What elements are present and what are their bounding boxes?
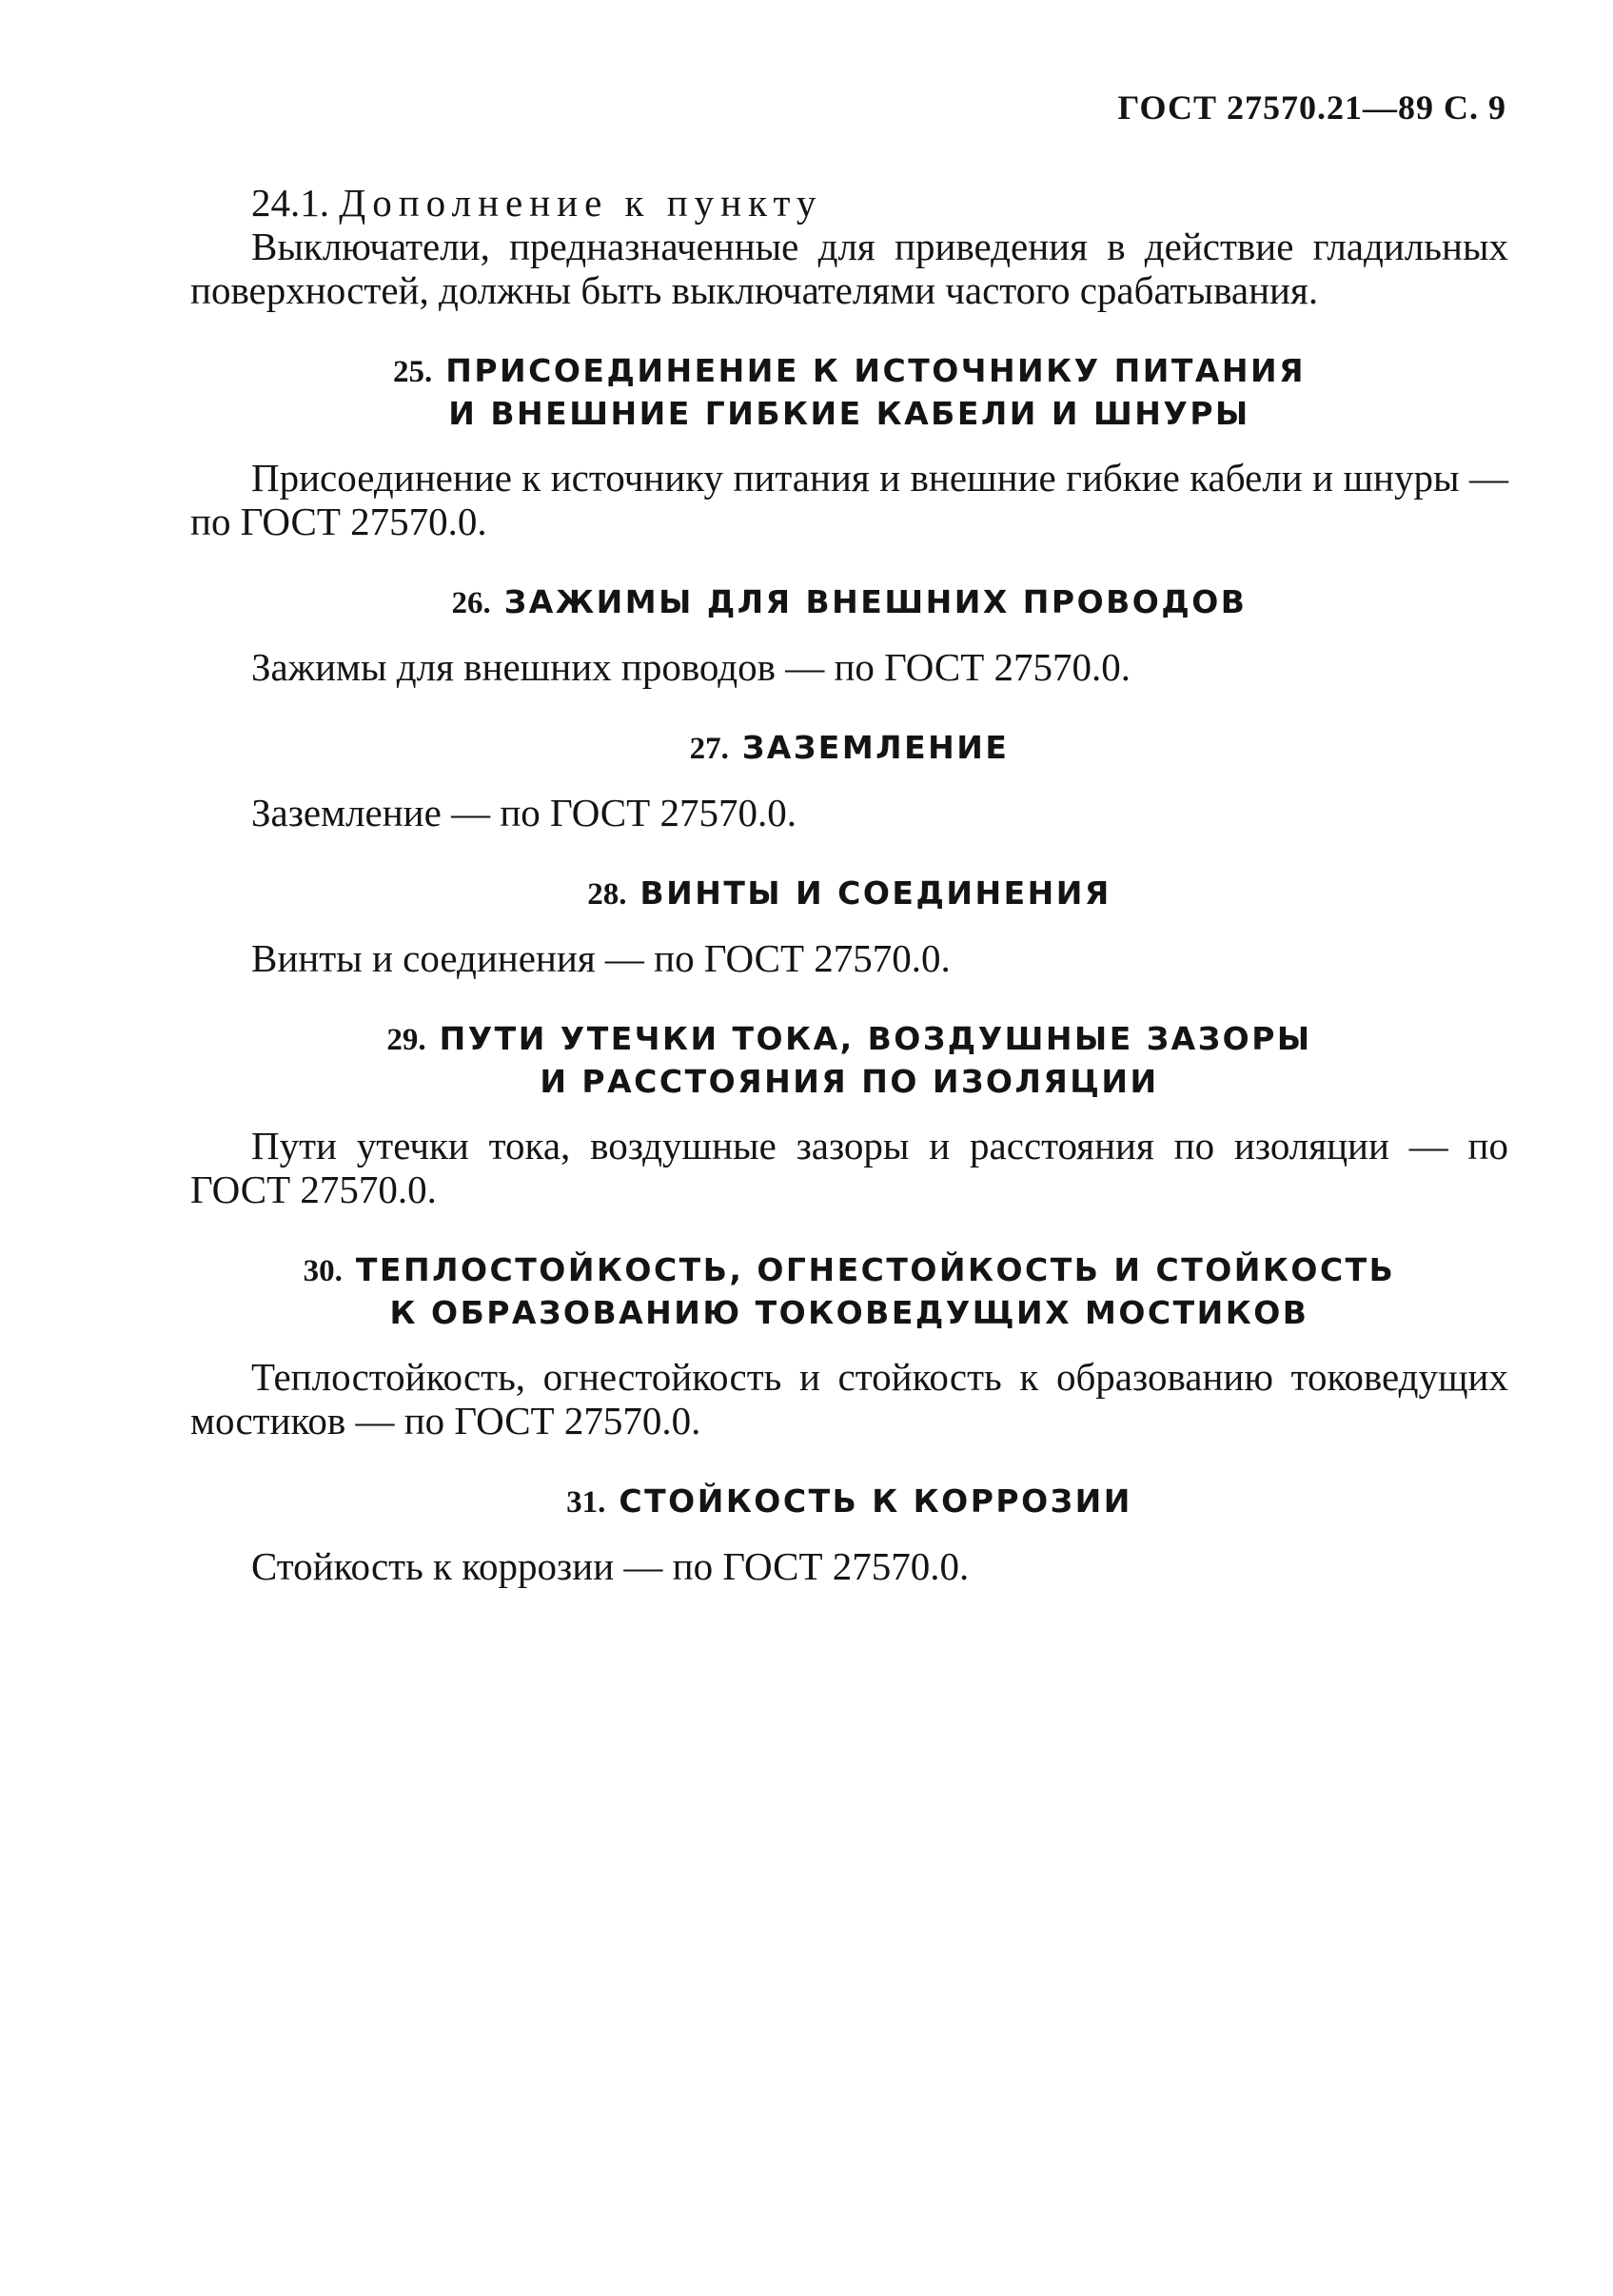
- section-number: 31.: [566, 1485, 606, 1520]
- section-number: 25.: [392, 355, 433, 389]
- clause-number: 24.1.: [251, 181, 329, 225]
- section-text-25: Присоединение к источнику питания и внешние гибкие кабели и шнуры — по ГОСТ 27570.0.: [190, 456, 1508, 543]
- section-heading-30: [190, 1249, 1508, 1292]
- section-number: 28.: [587, 877, 627, 912]
- section-heading-30-line2: К ОБРАЗОВАНИЮ ТОКОВЕДУЩИХ МОСТИКОВ: [389, 1294, 1309, 1331]
- section-text-30: Теплостойкость, огнестойкость и стойкость к образованию токоведущих мостиков — по ГОСТ 27570.0.: [190, 1355, 1508, 1442]
- clause-24-1: [190, 181, 1508, 225]
- running-header: ГОСТ 27570.21—89 С. 9: [1117, 88, 1506, 127]
- section-heading-31: [190, 1481, 1508, 1523]
- section-number: 29.: [386, 1023, 426, 1057]
- clause-lead-spaced: Дополнение к пункту: [339, 181, 823, 225]
- section-title-line1: ЗАЖИМЫ ДЛЯ ВНЕШНИХ ПРОВОДОВ: [503, 583, 1248, 620]
- section-title-line1: ПУТИ УТЕЧКИ ТОКА, ВОЗДУШНЫЕ ЗАЗОРЫ: [439, 1020, 1312, 1057]
- section-heading-26: [190, 581, 1508, 624]
- section-text-31: Стойкость к коррозии — по ГОСТ 27570.0.: [251, 1544, 970, 1588]
- document-body: [190, 181, 1508, 1588]
- section-heading-28: [190, 873, 1508, 915]
- section-text-28: Винты и соединения — по ГОСТ 27570.0.: [251, 936, 951, 980]
- section-title-line1: ПРИСОЕДИНЕНИЕ К ИСТОЧНИКУ ПИТАНИЯ: [445, 352, 1307, 389]
- section-number: 26.: [451, 586, 491, 620]
- section-title-line1: ЗАЗЕМЛЕНИЕ: [741, 729, 1010, 766]
- section-title-line1: ТЕПЛОСТОЙКОСТЬ, ОГНЕСТОЙКОСТЬ И СТОЙКОСТЬ: [355, 1251, 1396, 1288]
- section-heading-25: [190, 350, 1508, 393]
- section-title-line1: ВИНТЫ И СОЕДИНЕНИЯ: [639, 874, 1111, 912]
- clause-24-1-text: Выключатели, предназначенные для приведения в действие гладильных поверхностей, должны быть выключателями частого срабатывания.: [190, 225, 1508, 312]
- section-number: 27.: [689, 732, 729, 766]
- section-heading-29: [190, 1018, 1508, 1061]
- section-heading-29-line2: И РАССТОЯНИЯ ПО ИЗОЛЯЦИИ: [540, 1063, 1159, 1100]
- section-text-29: Пути утечки тока, воздушные зазоры и расстояния по изоляции — по ГОСТ 27570.0.: [190, 1124, 1508, 1211]
- section-heading-27: [190, 727, 1508, 770]
- section-heading-25-line2: И ВНЕШНИЕ ГИБКИЕ КАБЕЛИ И ШНУРЫ: [448, 395, 1250, 432]
- section-title-line1: СТОЙКОСТЬ К КОРРОЗИИ: [619, 1482, 1132, 1520]
- section-text-26: Зажимы для внешних проводов — по ГОСТ 27570.0.: [251, 645, 1131, 689]
- section-text-27: Заземление — по ГОСТ 27570.0.: [251, 791, 797, 834]
- section-number: 30.: [303, 1254, 343, 1288]
